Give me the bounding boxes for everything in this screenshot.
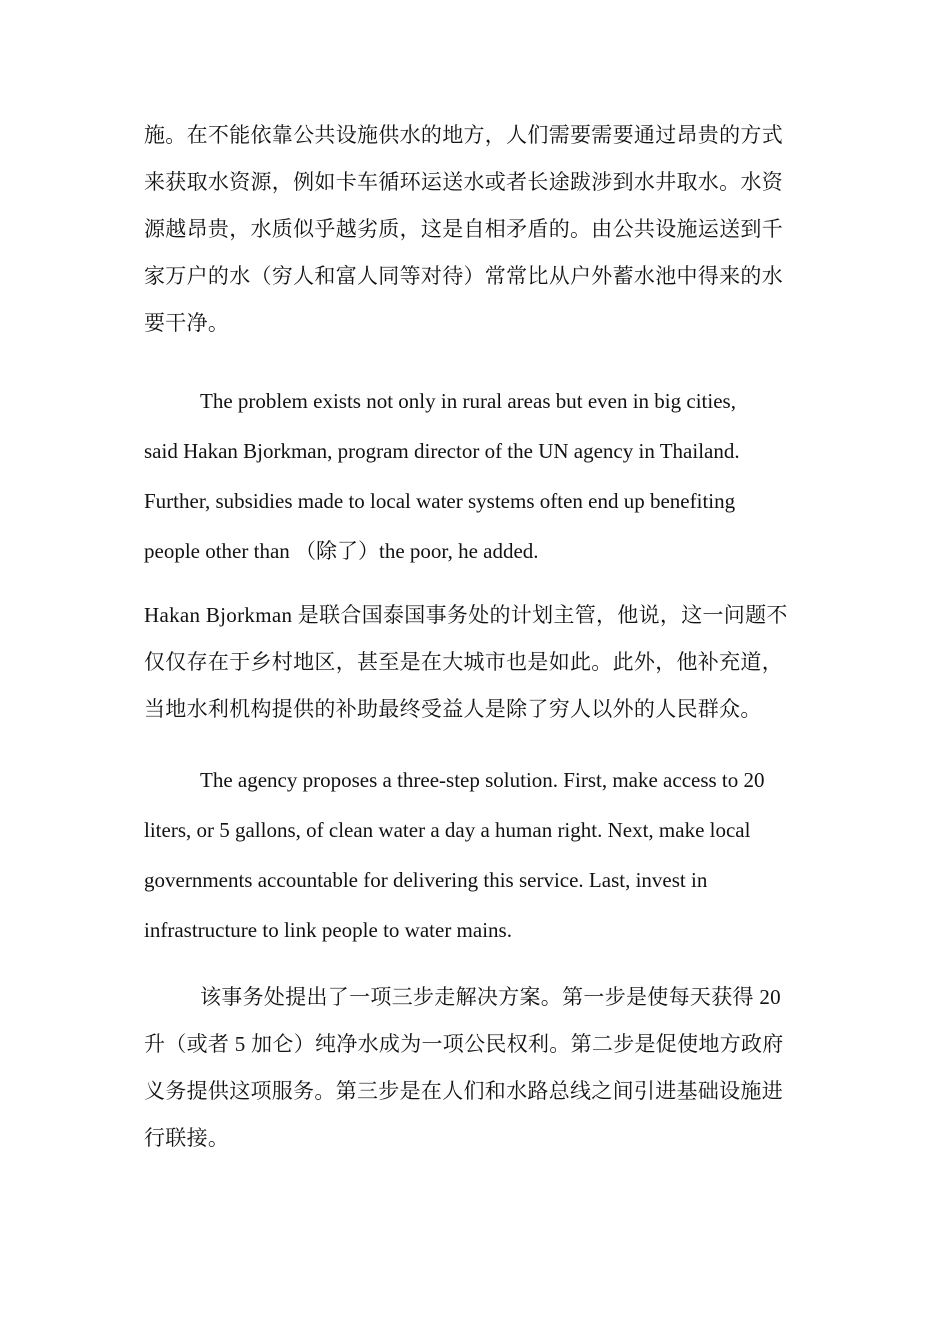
text-line: said Hakan Bjorkman, program director of the UN agency in Thailand.	[144, 439, 740, 463]
text-line: governments accountable for delivering this service. Last, invest in	[144, 868, 708, 892]
text-line: 行联接。	[144, 1126, 230, 1150]
paragraph-en-problem	[144, 376, 808, 576]
paragraph-zh-problem	[144, 592, 808, 733]
text-line: liters, or 5 gallons, of clean water a day a human right. Next, make local	[144, 818, 751, 842]
text-line: 义务提供这项服务。第三步是在人们和水路总线之间引进基础设施进	[144, 1079, 783, 1103]
text-line: 仅仅存在于乡村地区，甚至是在大城市也是如此。此外，他补充道，	[144, 650, 783, 674]
text-line: 来获取水资源，例如卡车循环运送水或者长途跋涉到水井取水。水资	[144, 170, 783, 194]
text-line: 要干净。	[144, 311, 230, 335]
paragraph-zh-solution	[144, 974, 808, 1162]
text-line: people other than （除了）the poor, he added.	[144, 539, 539, 563]
text-line: 源越昂贵，水质似乎越劣质，这是自相矛盾的。由公共设施运送到千	[144, 217, 783, 241]
text-line: infrastructure to link people to water mains.	[144, 918, 512, 942]
paragraph-en-solution	[144, 755, 808, 955]
paragraph-zh-water-cost	[144, 112, 808, 347]
text-line: The agency proposes a three-step solution. First, make access to 20	[200, 768, 765, 792]
text-line: 施。在不能依靠公共设施供水的地方，人们需要需要通过昂贵的方式	[144, 123, 783, 147]
text-line: 升（或者 5 加仑）纯净水成为一项公民权利。第二步是促使地方政府	[144, 1032, 784, 1056]
text-line: 该事务处提出了一项三步走解决方案。第一步是使每天获得 20	[200, 985, 781, 1009]
text-line: 当地水利机构提供的补助最终受益人是除了穷人以外的人民群众。	[144, 697, 762, 721]
text-line: Hakan Bjorkman 是联合国泰国事务处的计划主管，他说，这一问题不	[144, 603, 788, 627]
text-line: Further, subsidies made to local water systems often end up benefiting	[144, 489, 736, 513]
text-line: The problem exists not only in rural areas but even in big cities,	[200, 389, 736, 413]
text-line: 家万户的水（穷人和富人同等对待）常常比从户外蓄水池中得来的水	[144, 264, 783, 288]
